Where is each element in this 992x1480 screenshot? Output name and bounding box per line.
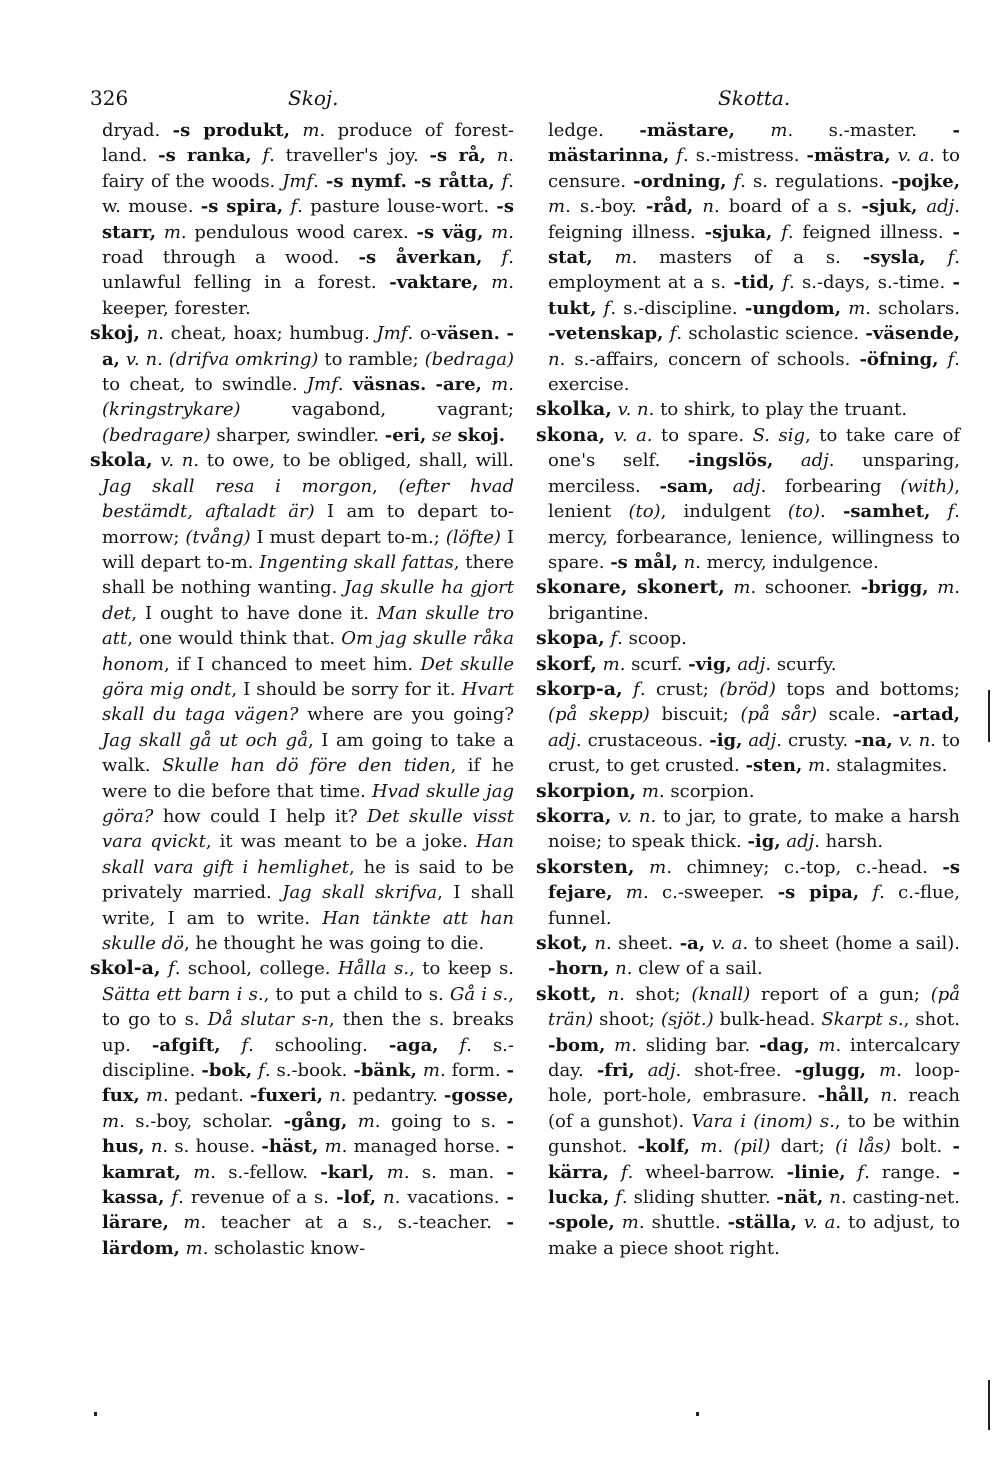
right-column — [536, 118, 960, 1261]
scan-speck — [696, 1412, 699, 1416]
margin-mark — [988, 690, 990, 742]
dictionary-entry: skonare, skonert, m. schooner. -brigg, m. brigantine. — [536, 576, 960, 624]
dictionary-entry: skol-a, f. school, college. Hålla s., to keep s. Sätta ett barn i s., to put a child to s. Gå i s., to go to s. Då slutar s-n, then the s. breaks up. -afgift, f. schooling. -aga, f. s.-discipline. -bok, f. s.-book. -bänk, m. form. -fux, m. pedant. -fuxeri, n. pedantry. -gosse, m. s.-boy, scholar. -gång, m. going to s. -hus, n. s. house. -häst, m. managed horse. -kamrat, m. s.-fellow. -karl, m. s. man. -kassa, f. revenue of a s. -lof, n. vacations. -lärare, m. teacher at a s., s.-teacher. -lärdom, m. scholastic know- — [90, 957, 515, 1259]
dictionary-entry: skopa, f. scoop. — [536, 627, 687, 650]
dictionary-entry: skorf, m. scurf. -vig, adj. scurfy. — [536, 652, 837, 675]
dictionary-entry: dryad. -s produkt, m. produce of forest-land. -s ranka, f. traveller's joy. -s rå, n. fairy of the woods. Jmf. -s nymf. -s råtta, f. w. mouse. -s spira, f. pasture louse-wort. -s starr, m. pendulous wood carex. -s väg, m. road through a wood. -s åverkan, f. unlawful felling in a forest. -vaktare, m. keeper, forester. — [102, 120, 515, 319]
dictionary-entry: ledge. -mästare, m. s.-master. -mästarinna, f. s.-mistress. -mästra, v. a. to censure. -ordning, f. s. regulations. -pojke, m. s.-boy. -råd, n. board of a s. -sjuk, adj. feigning illness. -sjuka, f. feigned illness. -stat, m. masters of a s. -sysla, f. employment at a s. -tid, f. s.-days, s.-time. -tukt, f. s.-discipline. -ungdom, m. scholars. -vetenskap, f. scholastic science. -väsende, n. s.-affairs, concern of schools. -öfning, f. exercise. — [548, 120, 960, 396]
dictionary-entry: skolka, v. n. to shirk, to play the truant. — [536, 398, 908, 421]
scan-speck — [94, 1412, 97, 1416]
dictionary-entry: skoj, n. cheat, hoax; humbug. Jmf. o-väsen. -a, v. n. (drifva omkring) to ramble; (bedraga) to cheat, to swindle. Jmf. väsnas. -are, m. (kringstrykare) vagabond, vagrant; (bedragare) sharper, swindler. -eri, se skoj. — [90, 322, 514, 446]
dictionary-entry: skola, v. n. to owe, to be obliged, shall, will. Jag skall resa i morgon, (efter hvad bestämdt, aftaladt är) I am to depart to-morrow; (tvång) I must depart to-m.; (löfte) I will depart to-m. Ingenting skall fattas, there shall be nothing wanting. Jag skulle ha gjort det, I ought to have done it. Man skulle tro att, one would think that. Om jag skulle råka honom, if I chanced to meet him. Det skulle göra mig ondt, I should be sorry for it. Hvart skall du taga vägen? where are you going? Jag skall gå ut och gå, I am going to take a walk. Skulle han dö före den tiden, if he were to die before that time. Hvad skulle jag göra? how could I help it? Det skulle visst vara qvickt, it was meant to be a joke. Han skall vara gift i hemlighet, he is said to be privately married. Jag skall skrifva, I shall write, I am to write. Han tänkte att han skulle dö, he thought he was going to die. — [90, 449, 515, 954]
dictionary-entry: skott, n. shot; (knall) report of a gun; (på trän) shoot; (sjöt.) bulk-head. Skarpt s., shot. -bom, m. sliding bar. -dag, m. intercalcary day. -fri, adj. shot-free. -glugg, m. loop-hole, port-hole, embrasure. -håll, n. reach (of a gunshot). Vara i (inom) s., to be within gunshot. -kolf, m. (pil) dart; (i lås) bolt. -kärra, f. wheel-barrow. -linie, f. range. -lucka, f. sliding shutter. -nät, n. casting-net. -spole, m. shuttle. -ställa, v. a. to adjust, to make a piece shoot right. — [536, 982, 960, 1259]
dictionary-entry: skona, v. a. to spare. S. sig, to take care of one's self. -ingslös, adj. unsparing, merciless. -sam, adj. forbearing (with), lenient (to), indulgent (to). -samhet, f. mercy, forbearance, lenience, willingness to spare. -s mål, n. mercy, indulgence. — [536, 423, 960, 573]
dictionary-entry: skorpion, m. scorpion. — [536, 779, 755, 802]
dictionary-entry: skot, n. sheet. -a, v. a. to sheet (home a sail). -horn, n. clew of a sail. — [536, 932, 960, 980]
margin-mark — [988, 1380, 990, 1430]
page-number: 326 — [90, 86, 129, 110]
left-running-head: Skoj. — [288, 86, 339, 110]
dictionary-entry: skorsten, m. chimney; c.-top, c.-head. -s fejare, m. c.-sweeper. -s pipa, f. c.-flue, funnel. — [536, 855, 961, 929]
right-running-head: Skotta. — [718, 86, 791, 110]
dictionary-entry: skorra, v. n. to jar, to grate, to make a harsh noise; to speak thick. -ig, adj. harsh. — [536, 804, 960, 853]
dictionary-entry: skorp-a, f. crust; (bröd) tops and bottoms; (på skepp) biscuit; (på sår) scale. -artad, adj. crustaceous. -ig, adj. crusty. -na, v. n. to crust, to get crusted. -sten, m. stalagmites. — [536, 677, 960, 777]
left-column — [90, 118, 514, 1261]
